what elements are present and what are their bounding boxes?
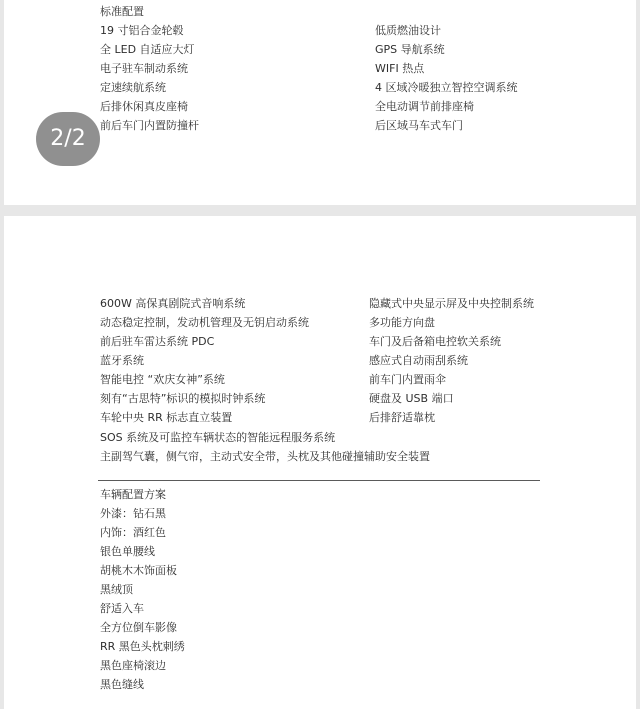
config-item: 银色单腰线 [100, 545, 155, 558]
config-item: 内饰：酒红色 [100, 526, 166, 539]
standard-item: 低质燃油设计 [375, 24, 441, 37]
feature-item: 主副驾气囊，侧气帘，主动式安全带，头枕及其他碰撞辅助安全装置 [100, 450, 430, 463]
feature-item: 车门及后备箱电控软关系统 [369, 335, 501, 348]
feature-item: 动态稳定控制，发动机管理及无钥启动系统 [100, 316, 309, 329]
config-item: 黑色座椅滚边 [100, 659, 166, 672]
standard-item: 全 LED 自适应大灯 [100, 43, 195, 56]
feature-item: 硬盘及 USB 端口 [369, 392, 454, 405]
feature-item: 智能电控 “欢庆女神”系统 [100, 373, 225, 386]
features-left-column [100, 294, 309, 427]
standard-config-left-column [100, 5, 199, 135]
vehicle-config-title: 车辆配置方案 [100, 488, 166, 501]
feature-item: 隐藏式中央显示屏及中央控制系统 [369, 297, 534, 310]
feature-item: 车轮中央 RR 标志直立装置 [100, 411, 233, 424]
standard-item: 后排休闲真皮座椅 [100, 100, 188, 113]
config-item: 黑绒顶 [100, 583, 133, 596]
feature-item: 感应式自动雨刮系统 [369, 354, 468, 367]
page-1-bottom-portion [4, 0, 636, 205]
standard-item: 电子驻车制动系统 [100, 62, 188, 75]
standard-item: WIFI 热点 [375, 62, 425, 75]
standard-item: 前后车门内置防撞杆 [100, 119, 199, 132]
standard-item: 19 寸铝合金轮毂 [100, 24, 184, 37]
section-divider [98, 480, 540, 481]
config-item: 黑色缝线 [100, 678, 144, 691]
config-item: 胡桃木木饰面板 [100, 564, 177, 577]
feature-item: 蓝牙系统 [100, 354, 144, 367]
feature-item: 多功能方向盘 [369, 316, 435, 329]
config-item: 外漆：钻石黑 [100, 507, 166, 520]
feature-item: 前车门内置雨伞 [369, 373, 446, 386]
standard-item: 全电动调节前排座椅 [375, 100, 474, 113]
config-item: RR 黑色头枕刺绣 [100, 640, 185, 653]
features-full-width [100, 428, 430, 466]
features-right-column [369, 294, 534, 427]
standard-item: 4 区域冷暖独立智控空调系统 [375, 81, 518, 94]
standard-item: 后区域马车式车门 [375, 119, 463, 132]
standard-config-header: 标准配置 [100, 5, 144, 18]
standard-config-right-column [375, 9, 518, 135]
standard-item: 定速续航系统 [100, 81, 166, 94]
config-item: 全方位倒车影像 [100, 621, 177, 634]
feature-item: 后排舒适靠枕 [369, 411, 435, 424]
page-indicator-badge: 2/2 [36, 112, 100, 166]
standard-item: GPS 导航系统 [375, 43, 445, 56]
config-item: 舒适入车 [100, 602, 144, 615]
feature-item: 600W 高保真剧院式音响系统 [100, 297, 246, 310]
feature-item: SOS 系统及可监控车辆状态的智能远程服务系统 [100, 431, 336, 444]
feature-item: 前后驻车雷达系统 PDC [100, 335, 215, 348]
page-2 [4, 216, 636, 709]
feature-item: 刻有“古思特”标识的模拟时钟系统 [100, 392, 266, 405]
vehicle-config-section [100, 485, 185, 694]
